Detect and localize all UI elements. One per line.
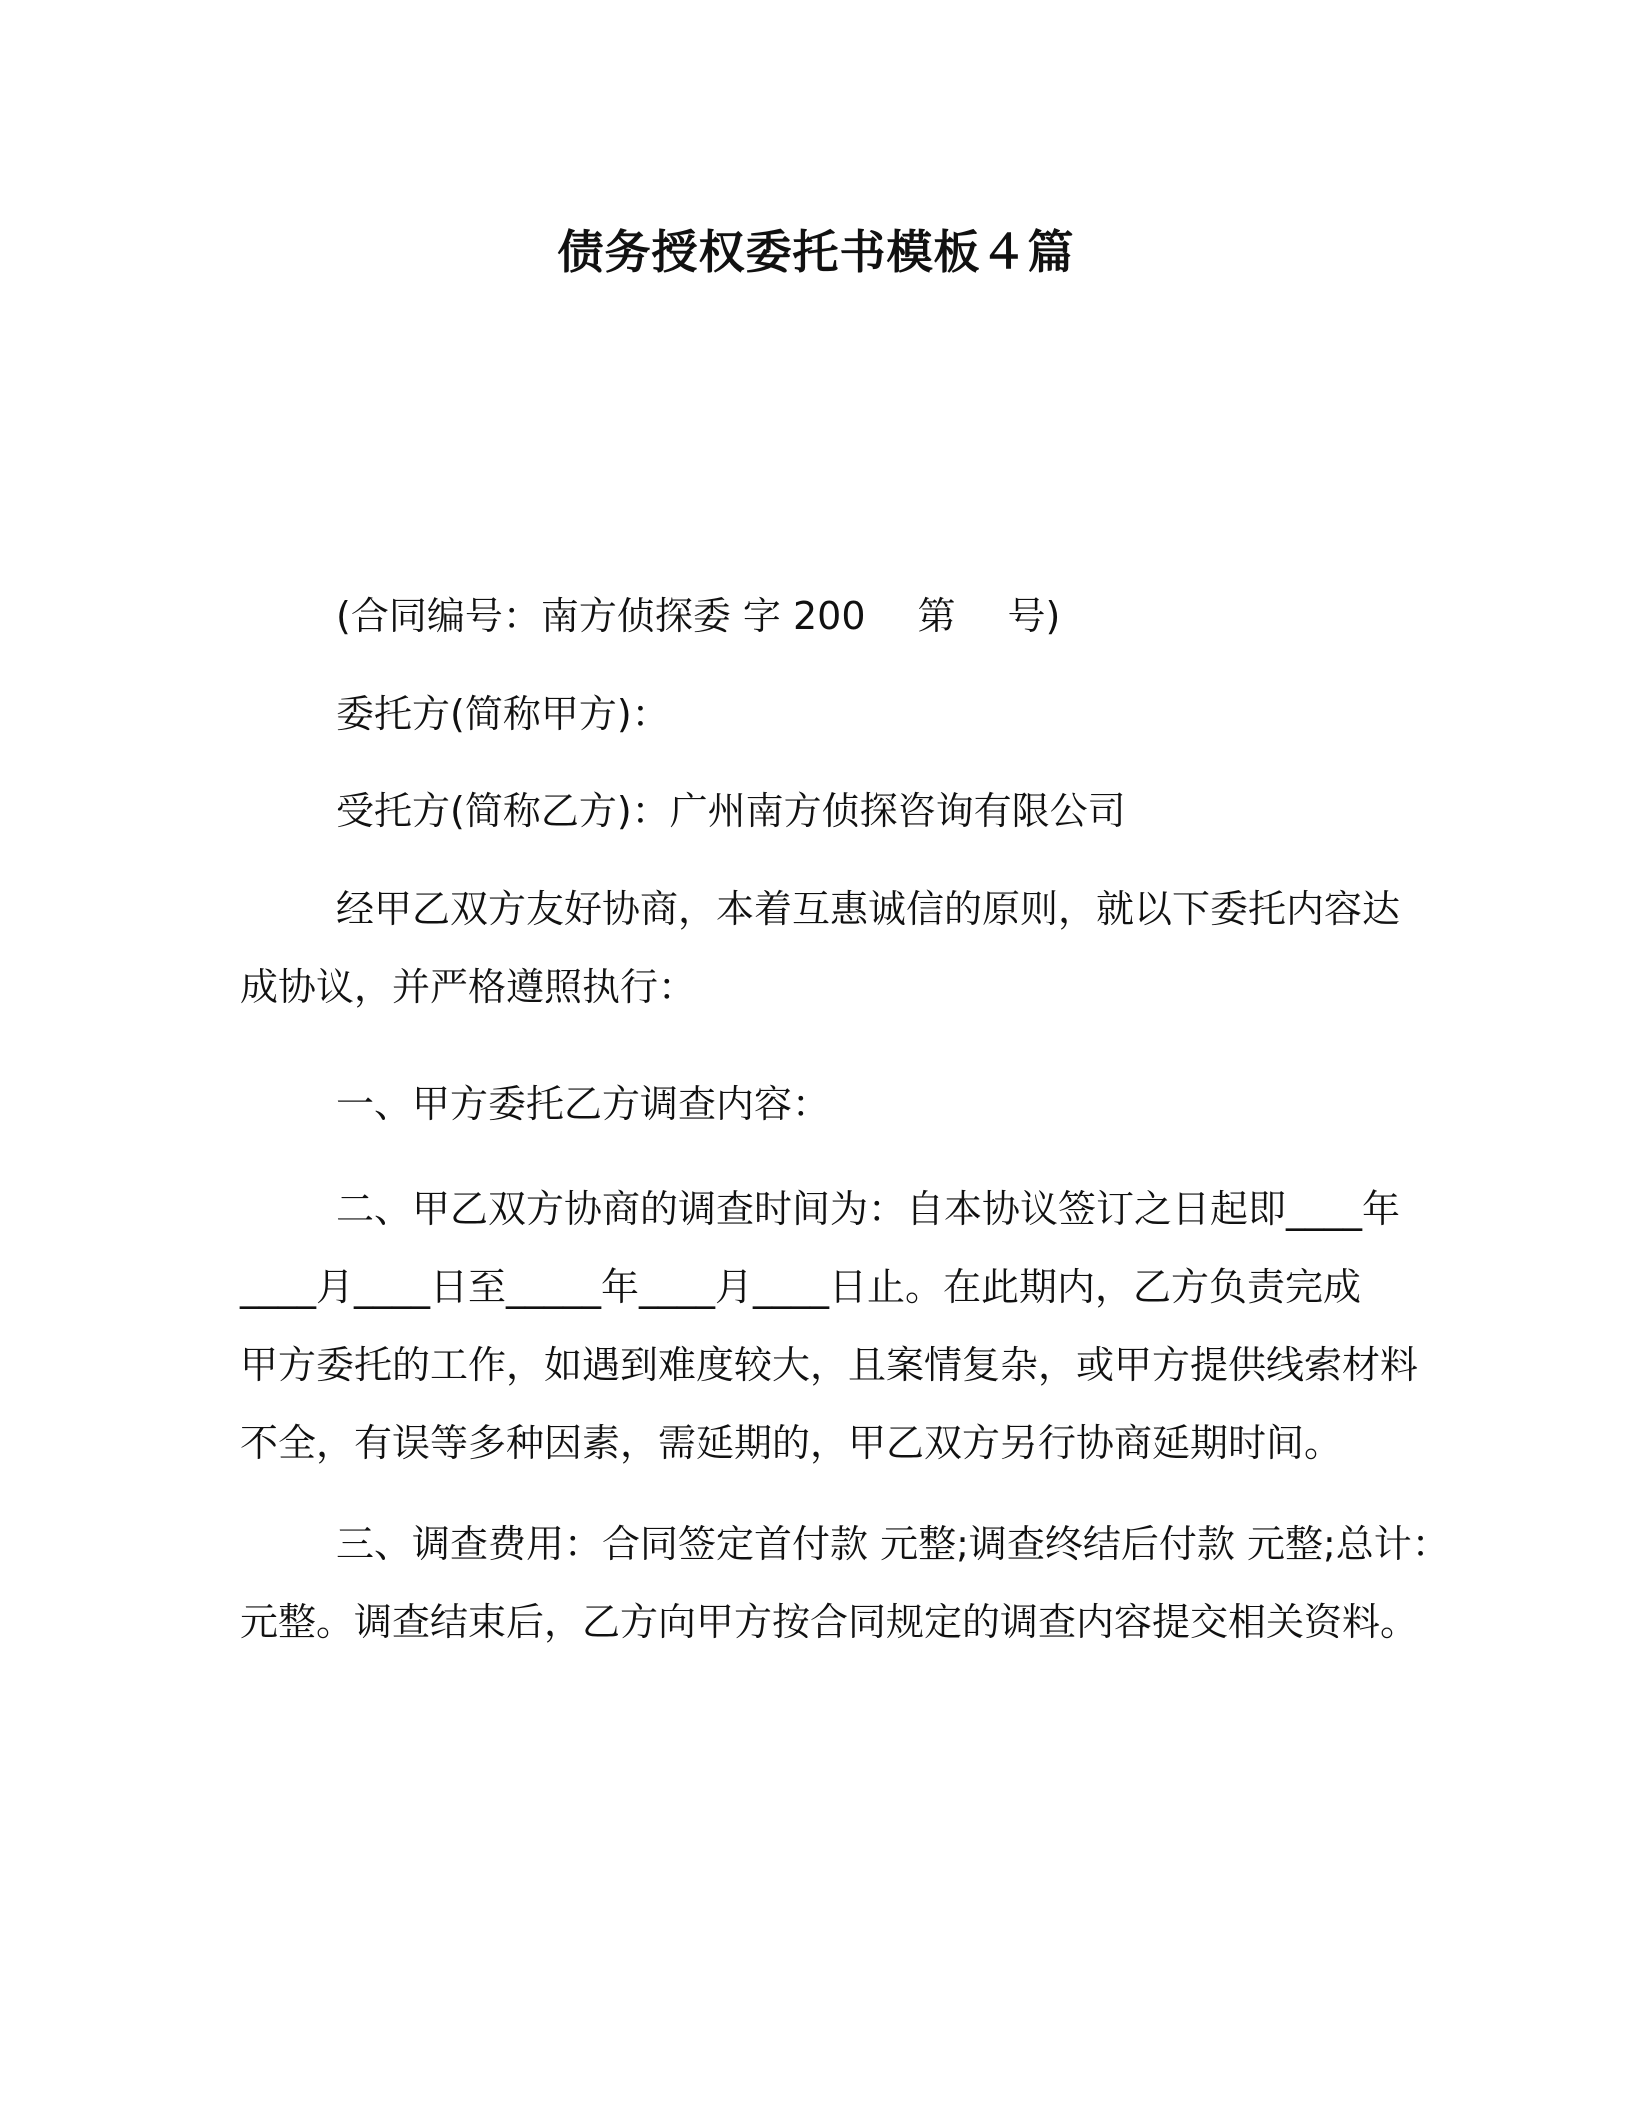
clause-2-line-1: 二、甲乙双方协商的调查时间为：自本协议签订之日起即____年 — [336, 1187, 1401, 1231]
principal-line — [240, 675, 1390, 753]
clause-2-paragraph — [240, 1170, 1419, 1482]
contract-number-prefix: (合同编号：南方侦探委 字 200 — [336, 594, 866, 638]
clause-1-paragraph — [240, 1065, 1390, 1143]
contract-number-mid: 第 — [917, 594, 956, 638]
preamble-line-1: 经甲乙双方友好协商，本着互惠诚信的原则，就以下委托内容达 — [336, 887, 1401, 931]
clause-2-line-4: 不全，有误等多种因素，需延期的，甲乙双方另行协商延期时间。 — [240, 1421, 1343, 1465]
contract-number — [240, 577, 1390, 655]
document-title: 债务授权委托书模板４篇 — [557, 225, 1075, 279]
contract-number-suffix: 号) — [1007, 594, 1061, 638]
clause-3-line-1: 三、调查费用：合同签定首付款 元整;调查终结后付款 元整;总计： — [336, 1522, 1450, 1566]
agent-line — [240, 772, 1390, 850]
preamble-line-2: 成协议，并严格遵照执行： — [240, 965, 697, 1009]
clause-3-line-2: 元整。调查结束后，乙方向甲方按合同规定的调查内容提交相关资料。 — [240, 1600, 1419, 1644]
agent-text: 受托方(简称乙方)：广州南方侦探咨询有限公司 — [336, 789, 1126, 833]
preamble-paragraph — [240, 870, 1401, 1026]
clause-2-line-2: ____月____日至_____年____月____日止。在此期内，乙方负责完成 — [240, 1265, 1362, 1309]
clause-1-text: 一、甲方委托乙方调查内容： — [336, 1082, 831, 1126]
clause-3-paragraph — [240, 1505, 1450, 1661]
clause-2-line-3: 甲方委托的工作，如遇到难度较大，且案情复杂，或甲方提供线索材料 — [240, 1343, 1419, 1387]
principal-text: 委托方(简称甲方)： — [336, 692, 670, 736]
